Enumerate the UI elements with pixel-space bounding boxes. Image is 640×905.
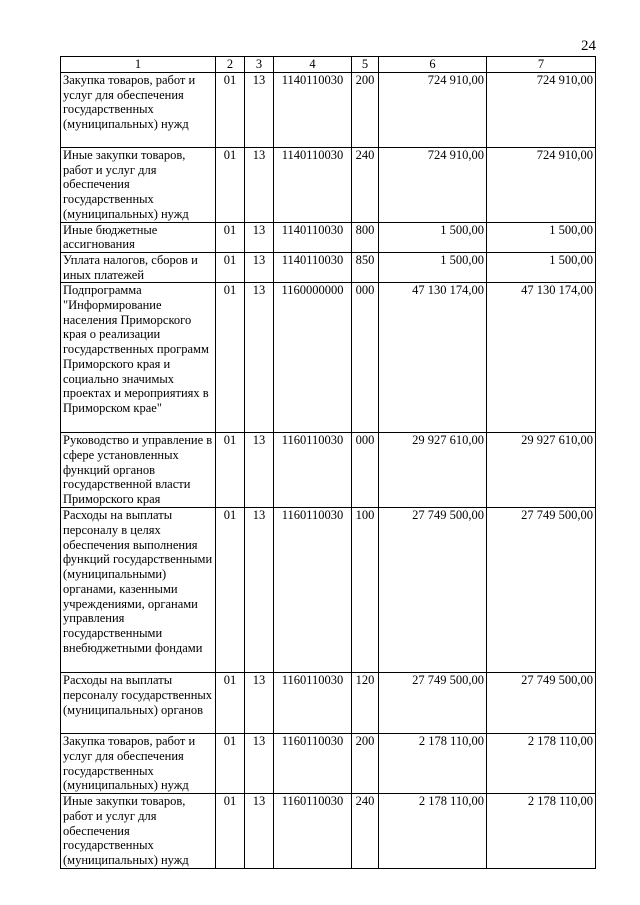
expense-type-code: 800 — [352, 222, 379, 252]
table-row — [61, 433, 596, 508]
section-code: 01 — [216, 794, 245, 869]
column-header: 7 — [487, 57, 596, 73]
column-header: 1 — [61, 57, 216, 73]
table-row — [61, 252, 596, 282]
row-name: Руководство и управление в сфере установленных функций органов государственной власти Приморского края — [61, 433, 216, 508]
amount-col7: 1 500,00 — [487, 252, 596, 282]
subsection-code: 13 — [245, 433, 274, 508]
column-header: 6 — [379, 57, 487, 73]
row-name: Закупка товаров, работ и услуг для обеспечения государственных (муниципальных) нужд — [61, 73, 216, 148]
subsection-code: 13 — [245, 222, 274, 252]
target-article-code: 1140110030 — [274, 252, 352, 282]
row-name: Подпрограмма "Информирование населения Приморского края о реализации государственных программ Приморского края и социально значимых проектах и мероприятиях в Приморском крае" — [61, 283, 216, 433]
target-article-code: 1140110030 — [274, 148, 352, 223]
expense-type-code: 100 — [352, 508, 379, 673]
target-article-code: 1160110030 — [274, 508, 352, 673]
table-row — [61, 673, 596, 734]
amount-col7: 2 178 110,00 — [487, 794, 596, 869]
column-header: 4 — [274, 57, 352, 73]
row-name: Расходы на выплаты персоналу государственных (муниципальных) органов — [61, 673, 216, 734]
expense-type-code: 000 — [352, 283, 379, 433]
amount-col6: 27 749 500,00 — [379, 508, 487, 673]
amount-col7: 724 910,00 — [487, 148, 596, 223]
table-row — [61, 222, 596, 252]
section-code: 01 — [216, 252, 245, 282]
section-code: 01 — [216, 508, 245, 673]
subsection-code: 13 — [245, 283, 274, 433]
column-header: 2 — [216, 57, 245, 73]
amount-col7: 47 130 174,00 — [487, 283, 596, 433]
target-article-code: 1160000000 — [274, 283, 352, 433]
table-row — [61, 283, 596, 433]
amount-col7: 29 927 610,00 — [487, 433, 596, 508]
amount-col6: 1 500,00 — [379, 252, 487, 282]
section-code: 01 — [216, 73, 245, 148]
target-article-code: 1160110030 — [274, 673, 352, 734]
section-code: 01 — [216, 673, 245, 734]
row-name: Закупка товаров, работ и услуг для обеспечения государственных (муниципальных) нужд — [61, 734, 216, 794]
section-code: 01 — [216, 734, 245, 794]
subsection-code: 13 — [245, 794, 274, 869]
table-row — [61, 734, 596, 794]
target-article-code: 1160110030 — [274, 734, 352, 794]
section-code: 01 — [216, 148, 245, 223]
amount-col6: 29 927 610,00 — [379, 433, 487, 508]
amount-col6: 47 130 174,00 — [379, 283, 487, 433]
amount-col6: 2 178 110,00 — [379, 734, 487, 794]
amount-col6: 724 910,00 — [379, 73, 487, 148]
expense-type-code: 200 — [352, 734, 379, 794]
amount-col7: 724 910,00 — [487, 73, 596, 148]
subsection-code: 13 — [245, 73, 274, 148]
target-article-code: 1160110030 — [274, 794, 352, 869]
section-code: 01 — [216, 283, 245, 433]
table-row — [61, 148, 596, 223]
table-row — [61, 794, 596, 869]
amount-col7: 27 749 500,00 — [487, 673, 596, 734]
column-header: 5 — [352, 57, 379, 73]
page-number: 24 — [581, 38, 596, 54]
amount-col7: 27 749 500,00 — [487, 508, 596, 673]
subsection-code: 13 — [245, 734, 274, 794]
amount-col6: 27 749 500,00 — [379, 673, 487, 734]
amount-col7: 1 500,00 — [487, 222, 596, 252]
amount-col6: 724 910,00 — [379, 148, 487, 223]
expense-type-code: 200 — [352, 73, 379, 148]
amount-col7: 2 178 110,00 — [487, 734, 596, 794]
section-code: 01 — [216, 222, 245, 252]
row-name: Иные бюджетные ассигнования — [61, 222, 216, 252]
target-article-code: 1140110030 — [274, 73, 352, 148]
table-row — [61, 73, 596, 148]
expense-type-code: 000 — [352, 433, 379, 508]
target-article-code: 1160110030 — [274, 433, 352, 508]
section-code: 01 — [216, 433, 245, 508]
expense-type-code: 240 — [352, 148, 379, 223]
budget-table — [60, 56, 596, 869]
header-row — [61, 57, 596, 73]
expense-type-code: 120 — [352, 673, 379, 734]
subsection-code: 13 — [245, 148, 274, 223]
row-name: Уплата налогов, сборов и иных платежей — [61, 252, 216, 282]
target-article-code: 1140110030 — [274, 222, 352, 252]
amount-col6: 2 178 110,00 — [379, 794, 487, 869]
row-name: Иные закупки товаров, работ и услуг для обеспечения государственных (муниципальных) нужд — [61, 794, 216, 869]
row-name: Расходы на выплаты персоналу в целях обеспечения выполнения функций государственными (муниципальными) органами, казенными учреждениями, органами управления государственными внебюджетными фондами — [61, 508, 216, 673]
expense-type-code: 240 — [352, 794, 379, 869]
table-row — [61, 508, 596, 673]
expense-type-code: 850 — [352, 252, 379, 282]
row-name: Иные закупки товаров, работ и услуг для обеспечения государственных (муниципальных) нужд — [61, 148, 216, 223]
subsection-code: 13 — [245, 508, 274, 673]
subsection-code: 13 — [245, 673, 274, 734]
column-header: 3 — [245, 57, 274, 73]
subsection-code: 13 — [245, 252, 274, 282]
amount-col6: 1 500,00 — [379, 222, 487, 252]
